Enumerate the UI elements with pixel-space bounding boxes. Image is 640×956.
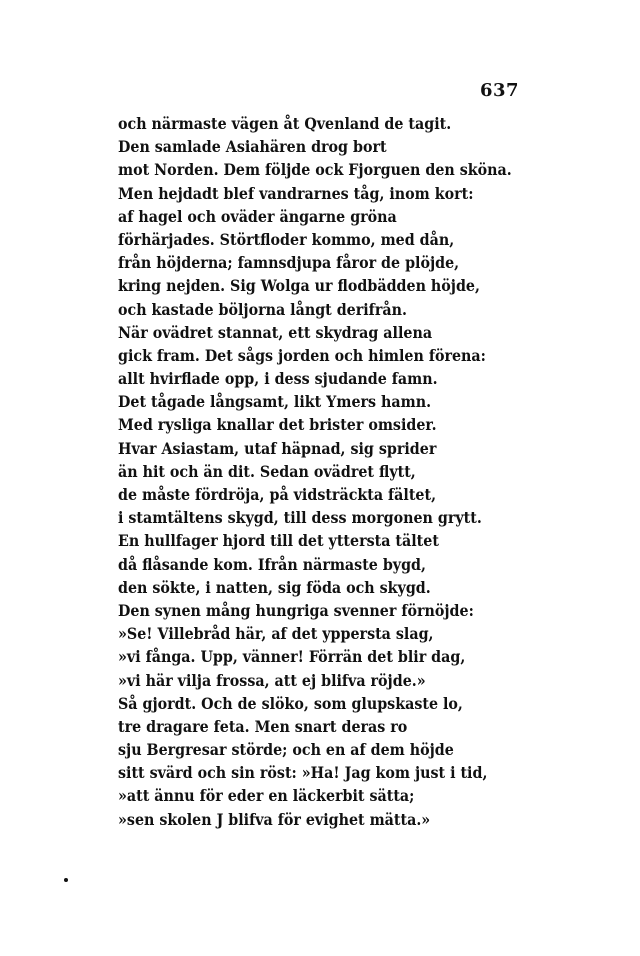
- poem-line: allt hvirflade opp, i dess sjudande famn.: [118, 369, 438, 389]
- poem-line: än hit och än dit. Sedan ovädret flytt,: [118, 461, 416, 481]
- poem-line: mot Norden. Dem följde ock Fjorguen den sköna.: [118, 160, 512, 180]
- poem-line: i stamtältens skygd, till dess morgonen grytt.: [118, 508, 482, 528]
- poem-line: från höjderna; famnsdjupa fåror de plöjde,: [118, 253, 460, 273]
- poem-line: af hagel och oväder ängarne gröna: [118, 206, 397, 226]
- poem-line: »att ännu för eder en läckerbit sätta;: [118, 786, 415, 806]
- poem-line: Med rysliga knallar det brister omsider.: [118, 415, 437, 435]
- poem-line: Det tågade långsamt, likt Ymers hamn.: [118, 392, 432, 412]
- poem-line: En hullfager hjord till det yttersta tältet: [118, 531, 439, 551]
- poem-line: »sen skolen J blifva för evighet mätta.»: [118, 809, 431, 829]
- poem-line: sju Bergresar störde; och en af dem höjde: [118, 740, 454, 760]
- poem-line: Den synen mång hungriga svenner förnöjde:: [118, 600, 474, 620]
- poem-text: [118, 112, 518, 831]
- poem-line: sitt svärd och sin röst: »Ha! Jag kom just i tid,: [118, 763, 488, 783]
- poem-line: tre dragare feta. Men snart deras ro: [118, 716, 408, 736]
- poem-line: »Se! Villebråd här, af det yppersta slag,: [118, 624, 434, 644]
- poem-line: Men hejdadt blef vandrarnes tåg, inom kort:: [118, 183, 474, 203]
- poem-line: »vi fånga. Upp, vänner! Förrän det blir dag,: [118, 647, 466, 667]
- poem-line: den sökte, i natten, sig föda och skygd.: [118, 577, 431, 597]
- poem-line: »vi här vilja frossa, att ej blifva röjde.»: [118, 670, 426, 690]
- poem-line: Den samlade Asiahären drog bort: [118, 137, 387, 157]
- page-number: 637: [480, 80, 520, 101]
- ink-speck: [64, 878, 68, 882]
- poem-line: och kastade böljorna långt derifrån.: [118, 299, 407, 319]
- poem-line: då flåsande kom. Ifrån närmaste bygd,: [118, 554, 426, 574]
- poem-line: När ovädret stannat, ett skydrag allena: [118, 322, 433, 342]
- poem-line: förhärjades. Störtfloder kommo, med dån,: [118, 229, 455, 249]
- poem-line: Hvar Asiastam, utaf häpnad, sig sprider: [118, 438, 437, 458]
- poem-line: Så gjordt. Och de slöko, som glupskaste lo,: [118, 693, 463, 713]
- poem-line: de måste fördröja, på vidsträckta fältet,: [118, 485, 437, 504]
- poem-line: kring nejden. Sig Wolga ur flodbädden höjde,: [118, 276, 480, 296]
- poem-line: och närmaste vägen åt Qvenland de tagit.: [118, 114, 452, 133]
- poem-line: gick fram. Det sågs jorden och himlen förena:: [118, 345, 486, 365]
